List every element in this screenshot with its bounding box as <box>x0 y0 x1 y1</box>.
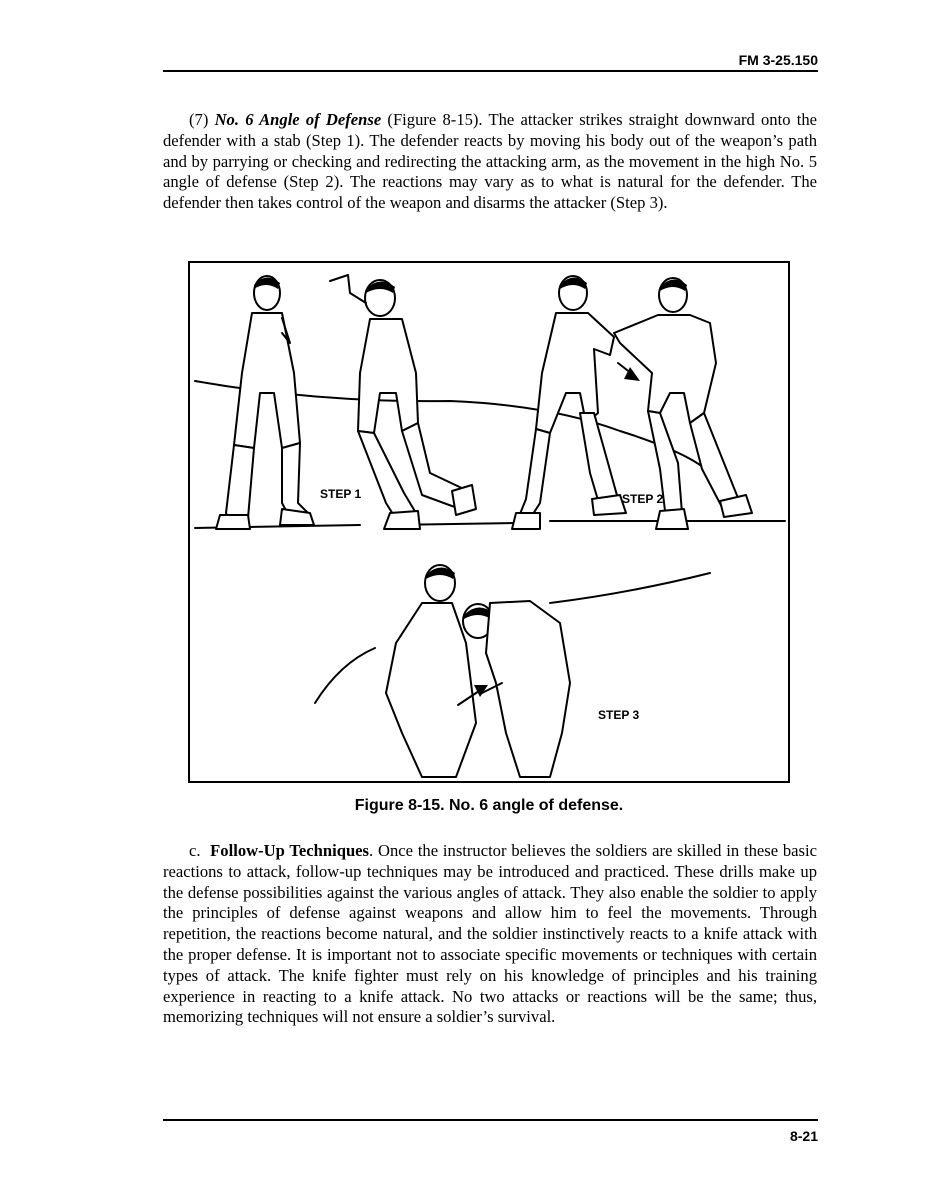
footer-rule <box>163 1119 818 1121</box>
paragraph-no6-angle <box>163 110 817 214</box>
para1-title: No. 6 Angle of Defense <box>214 110 382 129</box>
step1-defender <box>216 276 314 529</box>
motion-path <box>315 648 375 703</box>
para2-lead: c. <box>189 841 201 860</box>
motion-path <box>195 381 710 473</box>
step2-label: STEP 2 <box>622 492 664 506</box>
knife-icon <box>330 275 348 281</box>
para1-text: (Figure 8-15). The attacker strikes straight downward onto the defender with a stab (Step 1). The defender reacts by moving his body out of the weapon’s path and by parrying or checking and redirecting the attacking arm, as the movement in the high No. 5 angle of defense (Step 2). The reactions may vary as to what is natural for the defender. The defender then takes control of the weapon and disarms the attacker (Step 3). <box>163 110 817 213</box>
document-id: FM 3-25.150 <box>738 52 818 68</box>
page-number: 8-21 <box>789 1128 818 1144</box>
para2-title: Follow-Up Techniques <box>210 841 369 860</box>
header-rule <box>163 70 818 72</box>
step3-label: STEP 3 <box>598 708 640 722</box>
para2-text: . Once the instructor believes the soldiers are skilled in these basic reactions to attack, follow-up techniques may be introduced and practiced. These drills make up the defense possibilities against the various angles of attack. They also enable the soldier to apply the principles of defense against weapons and allow him to feel the movements. Through repetition, the reactions become natural, and the soldier instinctively reacts to a knife attack with the proper defense. It is important not to associate specific movements or techniques with certain types of attack. The knife fighter must rely on his knowledge of principles and his training experience in reacting to a knife attack. No two attacks or reactions will be the same; thus, memorizing techniques will not ensure a soldier’s survival. <box>163 841 817 1027</box>
step2-defender <box>512 276 626 529</box>
figure-caption: Figure 8-15. No. 6 angle of defense. <box>354 797 624 814</box>
paragraph-follow-up-techniques <box>163 841 817 1028</box>
para1-lead: (7) <box>189 110 215 129</box>
defense-illustration <box>190 263 787 780</box>
step3-figures <box>386 565 570 777</box>
figure-8-15 <box>188 261 790 783</box>
motion-path <box>550 573 710 603</box>
step1-label: STEP 1 <box>320 487 362 501</box>
